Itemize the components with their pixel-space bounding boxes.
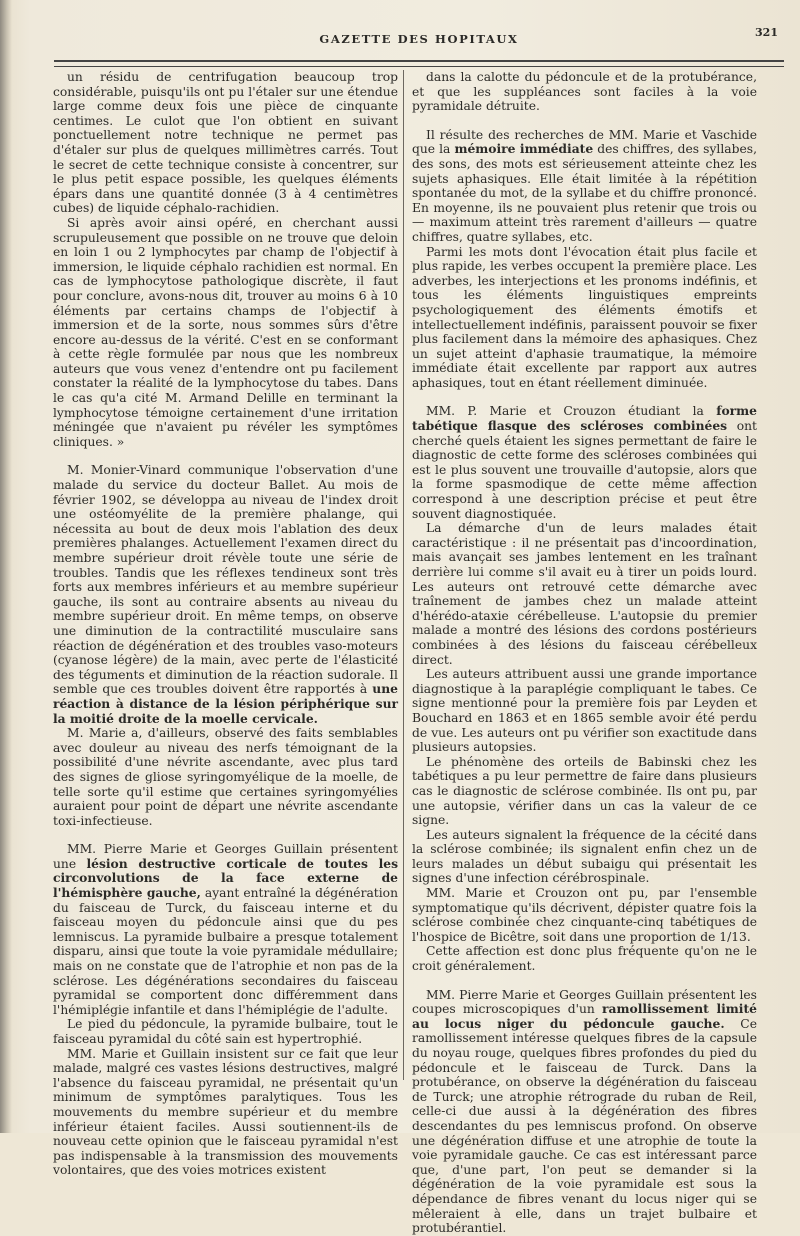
paragraph [53,463,398,726]
journal-title: GAZETTE DES HOPITAUX [319,32,519,46]
paragraph: Le pied du pédoncule, la pyramide bulbaire, tout le faisceau pyramidal du côté sain est hypertrophié. [53,1017,398,1046]
paragraph: Les auteurs attribuent aussi une grande importance diagnostique à la paraplégie compliquant le tabes. Ce signe mentionné pour la première fois par Leyden et Bouchard en 1863 et en 1865 semble avoir été perdu de vue. Les auteurs ont pu vérifier son exactitude dans plusieurs autopsies. [412,667,757,755]
page-header [54,26,784,68]
text-run: MM. Pierre Marie et Georges Guillain présentent les coupes microscopiques d'un [412,987,757,1017]
column-divider [403,70,404,1080]
paragraph [53,842,398,1017]
paragraph: Cette affection est donc plus fréquente qu'on ne le croit généralement. [412,944,757,974]
right-column [412,70,757,1236]
bold-text: mémoire immédiate [454,141,594,157]
page-number: 321 [755,26,778,39]
paragraph: Le phénomène des orteils de Babinski chez les tabétiques a pu leur permettre de faire dans plusieurs cas le diagnostic de sclérose combinée. Ils ont pu, par une autopsie, vérifier dans un cas la valeur de ce signe. [412,754,757,828]
text-run: M. Monier-Vinard communique l'observation d'une malade du service du docteur Ballet. Au mois de février 1902, se développa au niveau de l'index droit une ostéomyélite de la première phalange, qui nécessita au bout de deux mois l'ablation des deux premières phalanges. Actuellement l'examen direct du membre supérieur droit révèle toute une série de troubles. Tandis que les réflexes tendineux sont très forts aux membres inférieurs et au membre supérieur gauche, ils sont au contraire absents au niveau du membre supérieur droit. En même temps, on observe une diminution de la contractilité musculaire sans réaction de dégénération et des troubles vaso-moteurs (cyanose légère) de la main, avec perte de l'élasticité des téguments et diminution de la réaction sudorale. Il semble que ces troubles doivent être rapportés à [53,463,398,697]
bold-text: lésion destructive corticale de toutes les circonvolutions de la face externe de l'hémisphère gauche, [53,855,398,901]
paragraph: dans la calotte du pédoncule et de la protubérance, et que les suppléances sont faciles à la voie pyramidale détruite. [412,70,757,114]
paragraph [412,988,757,1236]
paragraph: MM. Marie et Crouzon ont pu, par l'ensemble symptomatique qu'ils décrivent, dépister quatre fois la sclérose combinée chez cinquante-cinq tabétiques de l'hospice de Bicêtre, soit dans une proportion de 1/13. [412,886,757,944]
paragraph: MM. Marie et Guillain insistent sur ce fait que leur malade, malgré ces vastes lésions destructives, malgré l'absence du faisceau pyramidal, ne présentait qu'un minimum de symptômes paralytiques. Tous les mouvements du membre supérieur et du membre inférieur étaient faciles. Aussi soutiennent-ils de nouveau cette opinion que le faisceau pyramidal n'est pas indispensable à la transmission des mouvements volontaires, que des voies motrices existent [53,1046,398,1178]
header-rule [54,60,784,67]
text-run: ayant entraîné la dégénération du faisceau de Turck, du faisceau interne et du faisceau moyen du pédoncule ainsi que du pes lemniscus. La pyramide bulbaire a presque totalement disparu, ainsi que toute la voie pyramidale médullaire; mais on ne constate que de l'atrophie et non pas de la sclérose. Les dégénérations secondaires du faisceau pyramidal se comportent donc différemment dans l'hémiplégie infantile et dans l'hémiplégie de l'adulte. [53,886,398,1017]
paragraph: Parmi les mots dont l'évocation était plus facile et plus rapide, les verbes occupent la première place. Les adverbes, les interjections et les pronoms indéfinis, et tous les éléments linguistiques empreints psychologiquement des éléments émotifs et intellectuellement indéfinis, paraissent pouvoir se fixer plus facilement dans la mémoire des aphasiques. Chez un sujet atteint d'aphasie traumatique, la mémoire immédiate était excellente par rapport aux autres aphasiques, tout en étant réellement diminuée. [412,244,757,390]
text-run: MM. P. Marie et Crouzon étudiant la [426,404,717,419]
paragraph: M. Marie a, d'ailleurs, observé des faits semblables avec douleur au niveau des nerfs témoignant de la possibilité d'une névrite ascendante, avec plus tard des signes de gliose syringomyélique de la moelle, de telle sorte qu'il estime que certaines syringomyélies auraient pour point de départ une névrite ascendante toxi-infectieuse. [53,726,398,828]
text-run: des chiffres, des syllabes, des sons, des mots est sérieusement atteinte chez les sujets aphasiques. Elle était limitée à la répétition spontanée du mot, de la syllabe et du chiffre prononcé. En moyenne, ils ne pouvaient plus retenir que trois ou — maximum atteint très rarement d'ailleurs — quatre chiffres, quatre syllabes, etc. [412,142,757,244]
left-column [53,70,398,1178]
text-run: Il résulte des recherches de MM. Marie et Vaschide que la [412,127,757,157]
paragraph [412,128,757,245]
binding-edge [0,0,12,1133]
bold-text: forme tabétique flasque des scléroses combinées [412,403,757,434]
paragraph: Les auteurs signalent la fréquence de la cécité dans la sclérose combinée; ils signalent enfin chez un de leurs malades un début subaigu qui présentait les signes d'une infection cérébrospinale. [412,827,757,886]
paragraph: La démarche d'un de leurs malades était caractéristique : il ne présentait pas d'incoordination, mais avançait ses jambes lentement en les traînant derrière lui comme s'il avait eu à tirer un poids lourd. Les auteurs ont retrouvé cette démarche avec traînement de jambes chez un malade atteint d'hérédo-ataxie cérébelleuse. L'autopsie du premier malade a montré des lésions des cordons postérieurs combinées à des lésions du faisceau cérébelleux direct. [412,521,757,667]
bold-text: une réaction à distance de la lésion périphérique sur la moitié droite de la moelle cervicale. [53,681,398,726]
text-run: ont cherché quels étaient les signes permettant de faire le diagnostic de cette forme des scléroses combinées qui est le plus souvent une trouvaille d'autopsie, alors que la forme spasmodique de cette même affection correspond à une description précise et peut être souvent diagnostiquée. [412,419,757,521]
paragraph: un résidu de centrifugation beaucoup trop considérable, puisqu'ils ont pu l'étaler sur une étendue large comme deux fois une pièce de cinquante centimes. Le culot que l'on obtient en suivant ponctuellement notre technique ne permet pas d'étaler sur plus de quelques millimètres carrés. Tout le secret de cette technique consiste à concentrer, sur le plus petit espace possible, les quelques éléments épars dans une quantité donnée (3 à 4 centimètres cubes) de liquide céphalo-rachidien. [53,70,398,216]
paragraph: Si après avoir ainsi opéré, en cherchant aussi scrupuleusement que possible on ne trouve que deloin en loin 1 ou 2 lymphocytes par champ de l'objectif à immersion, le liquide céphalo rachidien est normal. En cas de lymphocytose pathologique discrète, il faut pour conclure, avons-nous dit, trouver au moins 6 à 10 éléments par certains champs de l'objectif à immersion et de la sorte, nous sommes sûrs d'être encore au-dessus de la vérité. C'est en se conformant à cette règle formulée par nous que les nombreux auteurs que vous venez d'entendre ont pu facilement constater la réalité de la lymphocytose du tabes. Dans le cas qu'a cité M. Armand Delille en terminant la lymphocytose témoigne certainement d'une irritation méningée que n'avaient pu révéler les symptômes cliniques. » [53,215,398,449]
text-run: MM. Pierre Marie et Georges Guillain présentent une [53,842,398,871]
text-run: Ce ramollissement intéresse quelques fibres de la capsule du noyau rouge, quelques fibres profondes du pied du pédoncule et le faisceau de Turck. Dans la protubérance, on observe la dégénération du faisceau de Turck; une atrophie rétrograde du ruban de Reil, celle-ci due aussi à la dégénération des fibres descendantes du pes lemniscus profond. On observe une dégénération diffuse et une atrophie de toute la voie pyramidale gauche. Ce cas est intéressant parce que, d'une part, l'on peut se demander si la dégénération de la voie pyramidale est sous la dépendance de fibres venant du locus niger qui se mêleraient à elle, dans un trajet bulbaire et protubérantiel. [412,1016,757,1236]
paragraph [412,404,757,521]
bold-text: ramollissement limité au locus niger du pédoncule gauche. [412,1001,757,1031]
